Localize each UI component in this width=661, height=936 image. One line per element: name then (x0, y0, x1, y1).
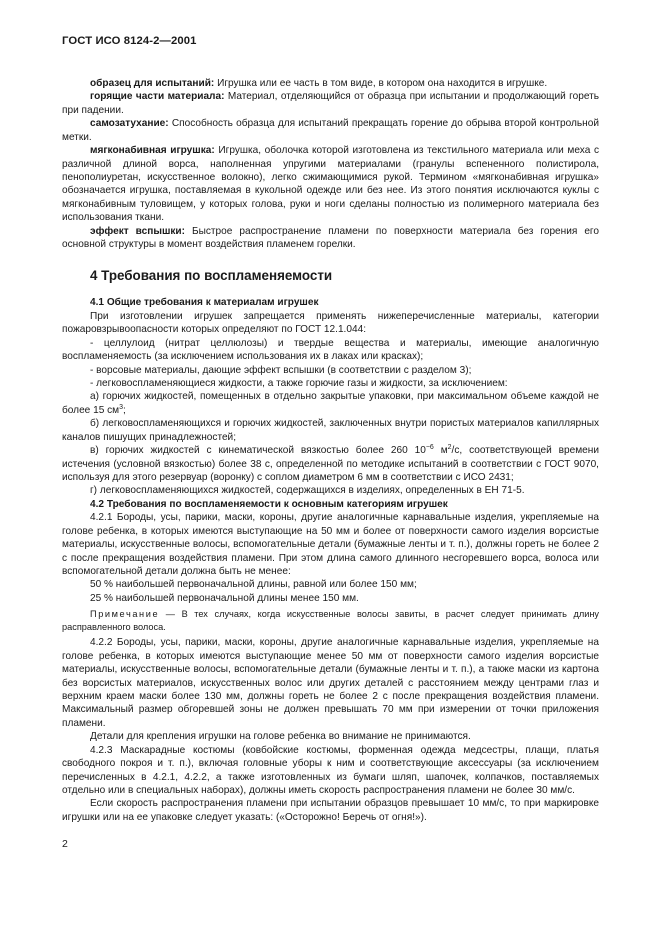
document-body (62, 77, 599, 824)
list-item: в) горючих жидкостей с кинематической вязкостью более 260 $10^{-6}$ $м^2/с$, соответствующей времени истечения (условной вязкостью) более 38 с, определенной по методике испытаний в соответствии с ГОСТ 9070, используя для этого резервуар (воронку) с соплом диаметром 6 мм в соответствии с ИСО 2431; (62, 444, 599, 483)
definition-flash-effect: эффект вспышки: Быстрое распространение пламени по поверхности материала без горения его основной структуры в момент воздействия пламенем горелки. (62, 225, 600, 251)
section-heading: 4 Требования по воспламеняемости (90, 268, 333, 284)
paragraph: 4.2.1 Бороды, усы, парики, маски, короны, другие аналогичные карнавальные изделия, укрепляемые на голове ребенка, в которых имеются выступающие на 50 мм и более от поверхности самого изделия ворсистые материалы, искусственные волосы, вспомогательные детали (бумажные ленты и т. п.), должны гореть не более 2 с после прекращения воздействия пламени. При этом длина самого длинного несгоревшего ворса, волоса или вспомогательной детали должна быть не менее: (62, 512, 599, 577)
list-item: - ворсовые материалы, дающие эффект вспышки (в соответствии с разделом 3); (90, 364, 472, 376)
subsection-heading: 4.1 Общие требования к материалам игрушек (90, 297, 319, 309)
paragraph: При изготовлении игрушек запрещается применять нижеперечисленные материалы, категории пожаровзрывоопасности которых определяют по ГОСТ 12.1.044: (62, 310, 599, 336)
paragraph: Детали для крепления игрушки на голове ребенка во внимание не принимаются. (90, 731, 471, 743)
definition-burning-parts: горящие части материала: Материал, отделяющийся от образца при испытании и продолжающий гореть при падении. (62, 91, 599, 116)
list-item: - легковоспламеняющиеся жидкости, а также горючие газы и жидкости, за исключением: (90, 378, 508, 390)
paragraph: 4.2.3 Маскарадные костюмы (ковбойские костюмы, форменная одежда медсестры, плащи, платья свободного покроя и т. п.), включая головные уборы к ним и соответствующие аксессуары (за исключением перечисленных в 4.2.1, 4.2.2, а также изготовленных из бумаги шляп, шапочек, колпачков, поставляемых отдельно или в специальных наборах), должны иметь скорость распространения пламени не более 30 мм/с. (62, 744, 599, 797)
subsection-heading: 4.2 Требования по воспламеняемости к основным категориям игрушек (90, 498, 448, 510)
note: Примечание — В тех случаях, когда искусственные волосы завиты, в расчет следует принимать длину расправленного волоса. (62, 609, 599, 632)
list-item: 50 % наибольшей первоначальной длины, равной или более 150 мм; (90, 579, 417, 591)
list-item: б) легковоспламеняющихся и горючих жидкостей, заключенных внутри пористых материалов капиллярных каналов пишущих принадлежностей; (62, 418, 599, 443)
definition-test-sample: образец для испытаний: Игрушка или ее часть в том виде, в котором она находится в игрушке. (90, 78, 548, 89)
paragraph: 4.2.2 Бороды, усы, парики, маски, короны, другие аналогичные карнавальные изделия, укрепляемые на голове ребенка, в которых имеются выступающие менее 50 мм от поверхности самого изделия ворсистые материалы, искусственные волосы, вспомогательные детали (бумажные ленты и т. п.), а также маски из картона без ворсистых материалов, искусственных волос или других деталей с расстоянием между центрами глаз и верхним краем маски более 130 мм, должны гореть не более 2 с после прекращения воздействия пламени. Максимальный размер обгоревшей зоны не должен превышать 70 мм при измерении от точки приложения пламени. (62, 637, 599, 729)
page-number: 2 (62, 838, 68, 850)
list-item: г) легковоспламеняющихся жидкостей, содержащихся в изделиях, определенных в ЕН 71-5. (90, 485, 525, 497)
definition-soft-toy: мягконабивная игрушка: Игрушка, оболочка которой изготовлена из текстильного материала или меха с различной длиной ворса, наполненная упругими материалами (гранулы вспененного полистирола, пенополиуретан, искусственное волокно), легко сжимающимися рукой. Термином «мягконабивная игрушка» обозначается игрушка, поставляемая в кукольной одежде или без нее. Из этого понятия исключаются куклы с мягконабивным туловищем, у которых голова, руки и ноги сделаны полностью из полимерного материала без использования ткани. (62, 145, 599, 224)
list-item: а) горючих жидкостей, помещенных в отдельно закрытые упаковки, при максимальном объеме каждой не более 15 $см^3$; (62, 391, 599, 416)
document-header: ГОСТ ИСО 8124-2—2001 (62, 35, 197, 47)
list-item: - целлулоид (нитрат целлюлозы) и твердые вещества и материалы, имеющие аналогичную воспламеняемость (за исключением использования их в лаках или красках); (62, 337, 599, 363)
list-item: 25 % наибольшей первоначальной длины менее 150 мм. (90, 592, 359, 604)
paragraph: Если скорость распространения пламени при испытании образцов превышает 10 мм/с, то при маркировке игрушки или на ее упаковке следует указать: («Осторожно! Беречь от огня!»). (62, 798, 599, 823)
definition-self-extinguishing: самозатухание: Способность образца для испытаний прекращать горение до обрыва второй контрольной метки. (62, 118, 599, 143)
